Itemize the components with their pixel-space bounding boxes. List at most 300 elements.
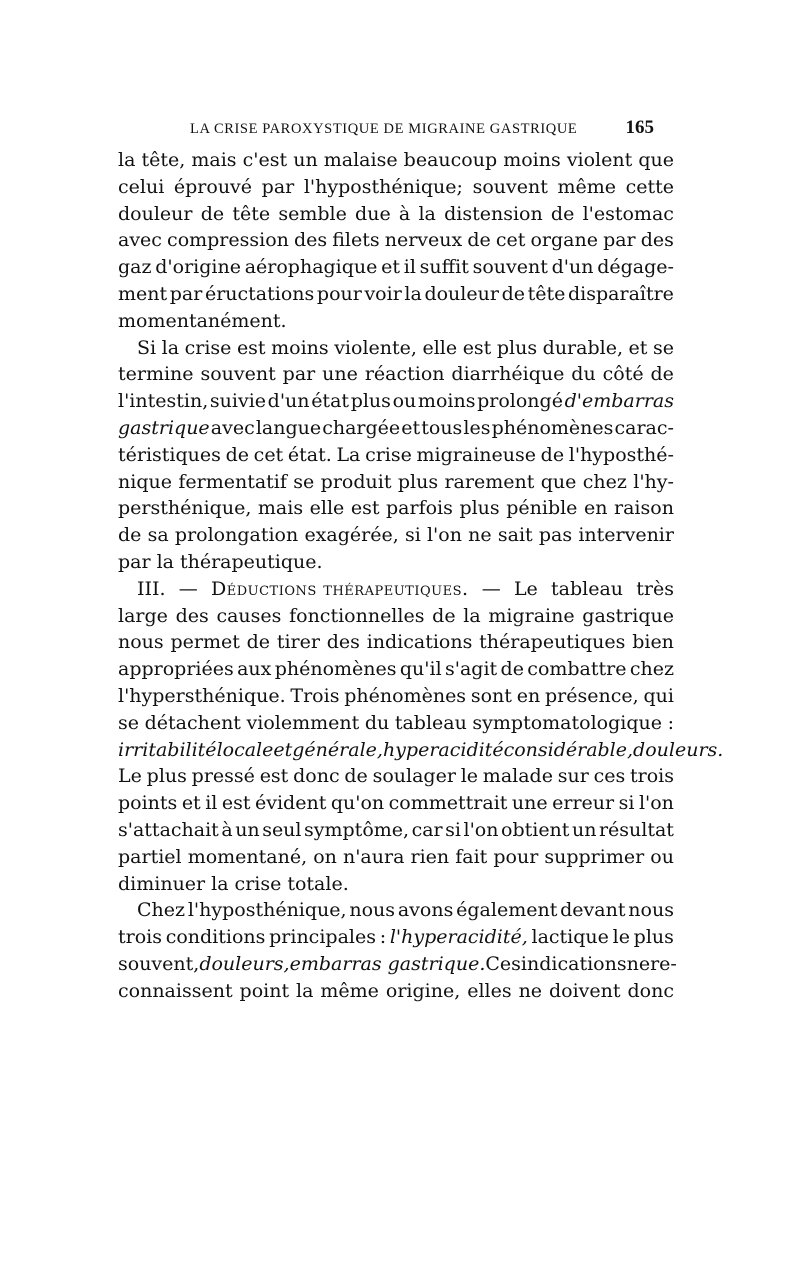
word: et <box>273 738 293 761</box>
word: la <box>463 604 481 627</box>
text-line <box>118 174 674 201</box>
word: fermentatif <box>178 470 287 493</box>
word: il <box>403 256 416 279</box>
word: ou <box>650 845 674 868</box>
word: lactique <box>531 926 609 949</box>
word: malaise <box>323 149 398 171</box>
word: moins <box>271 336 329 359</box>
word: est <box>462 336 492 359</box>
word: cet <box>495 229 526 252</box>
text-line <box>118 737 724 764</box>
text-line <box>118 522 674 549</box>
word: migraineuse <box>416 443 536 466</box>
word: d'origine <box>155 256 241 279</box>
word: due <box>355 202 391 225</box>
word: nerveux <box>384 229 463 252</box>
word: car <box>411 818 443 841</box>
word: du <box>364 711 390 734</box>
text-line <box>118 924 674 951</box>
word: rien <box>410 845 450 868</box>
word: l'hypersthénique. <box>118 684 286 707</box>
word: résultat <box>598 818 674 841</box>
word: à <box>398 202 411 225</box>
word: persthénique, <box>118 497 252 520</box>
word: III. <box>137 577 166 600</box>
word: nous <box>349 899 396 922</box>
word: évident <box>255 792 327 815</box>
word: le <box>460 765 479 788</box>
page-number: 165 <box>625 117 654 138</box>
word: — <box>481 577 501 600</box>
word: totale. <box>287 872 349 895</box>
word: présence, <box>545 684 639 707</box>
word: organe <box>530 229 598 252</box>
word: état <box>311 390 350 413</box>
text-line <box>118 227 674 254</box>
word: momentané, <box>187 845 308 868</box>
text-line <box>118 951 677 978</box>
word: que <box>540 470 577 493</box>
word: l'on <box>426 524 462 547</box>
word: partiel <box>118 845 182 868</box>
word: des <box>640 229 674 252</box>
word: plus <box>459 497 500 520</box>
word: phénomènes <box>491 416 614 439</box>
word: re- <box>650 952 677 975</box>
word: par <box>261 175 295 198</box>
text-line <box>118 495 674 522</box>
word: détachent <box>144 711 241 734</box>
word: réaction <box>364 363 445 386</box>
word: malade <box>482 765 553 788</box>
word: devant <box>560 899 626 922</box>
word: tête <box>527 282 566 305</box>
word: hyperacidité <box>382 738 504 761</box>
word: aux <box>237 658 272 681</box>
word: langue <box>255 416 322 439</box>
text-line <box>118 683 674 710</box>
word: chez <box>582 470 627 493</box>
word: de <box>225 443 249 466</box>
word: Le <box>118 765 142 788</box>
word: trois <box>118 926 162 949</box>
word: Si <box>137 336 157 359</box>
word: est <box>236 336 266 359</box>
word: distension <box>444 202 543 225</box>
running-title: LA CRISE PAROXYSTIQUE DE MIGRAINE GASTRIQUE <box>190 121 578 137</box>
word: indications <box>366 631 473 654</box>
word: elle <box>309 497 345 520</box>
word: trois <box>630 765 674 788</box>
word: l'estomac <box>582 202 674 225</box>
word: l'on <box>463 818 499 841</box>
word: éructations <box>204 282 315 305</box>
word: souvent, <box>118 952 200 975</box>
word: sa <box>147 524 169 547</box>
text-line <box>118 254 674 281</box>
word: suffit <box>419 256 469 279</box>
word: diminuer <box>118 872 206 895</box>
text-line <box>118 763 674 790</box>
word: plus <box>496 336 538 359</box>
word: appropriées <box>118 658 234 681</box>
word: des <box>326 631 360 654</box>
word: ne <box>626 952 651 975</box>
text-line <box>118 281 674 308</box>
word: raison <box>614 497 674 520</box>
word: si <box>404 524 421 547</box>
word: symptôme, <box>304 818 410 841</box>
word: douleur <box>424 282 499 305</box>
word: phénomènes <box>274 658 397 681</box>
word: qu'on <box>330 792 385 815</box>
word: celui <box>118 175 165 198</box>
word: prolongation <box>174 524 299 547</box>
word: crise <box>365 443 412 466</box>
word: un <box>293 149 318 171</box>
word: de <box>540 443 565 466</box>
word: mais <box>257 497 304 520</box>
word: l'intestin, <box>118 390 209 413</box>
word: par <box>282 363 316 386</box>
word: ment <box>118 282 168 305</box>
word: suivie <box>209 390 267 413</box>
word: violente, <box>334 336 417 359</box>
word: l'hyperacidité, <box>389 926 528 949</box>
word: la <box>156 550 174 573</box>
word: tableau <box>551 577 624 600</box>
word: douleurs, <box>199 952 290 975</box>
word: plus <box>350 390 391 413</box>
word: plus <box>633 926 674 949</box>
word: soulager <box>372 765 456 788</box>
word: nous <box>628 899 674 922</box>
word: par <box>603 229 636 252</box>
word: nous <box>118 631 164 654</box>
word: très <box>636 577 674 600</box>
word: pour <box>493 845 539 868</box>
word: si <box>618 792 635 815</box>
word: en <box>583 497 608 520</box>
word: du <box>571 363 596 386</box>
word: cet <box>253 443 284 466</box>
text-line <box>118 147 674 174</box>
word: gastrique <box>118 416 210 439</box>
word: est <box>350 497 380 520</box>
word: l'hyposthénique; <box>303 175 463 198</box>
text-line <box>118 361 674 388</box>
word: même <box>320 979 379 1002</box>
word: sont <box>470 684 512 707</box>
word: de <box>344 765 368 788</box>
text-line <box>118 817 674 844</box>
word: parfois <box>386 497 453 520</box>
word: fonctionnelles <box>289 604 425 627</box>
word: la <box>211 872 229 895</box>
word: tête, <box>141 149 186 171</box>
word: diarrhéique <box>451 363 565 386</box>
word: crise <box>184 336 232 359</box>
word: compression <box>167 229 289 252</box>
word: se <box>118 711 139 734</box>
word: un <box>571 818 597 841</box>
word: donc <box>293 765 340 788</box>
word: la <box>161 336 180 359</box>
word: prolongé <box>477 390 563 413</box>
word: aérophagique <box>244 256 378 279</box>
word: tête <box>232 202 271 225</box>
word: — <box>178 577 198 600</box>
word: donc <box>627 979 674 1002</box>
word: d'un <box>267 390 310 413</box>
word: et <box>181 792 201 815</box>
word: violemment <box>246 711 360 734</box>
word: d'un <box>551 256 594 279</box>
word: de <box>118 524 142 547</box>
word: de <box>467 229 491 252</box>
word: de <box>650 363 674 386</box>
text-line <box>118 871 674 898</box>
word: même <box>557 175 616 198</box>
word: tous <box>421 416 463 439</box>
word: d'embarras <box>564 390 674 413</box>
word: et <box>381 256 401 279</box>
word: origine, <box>385 979 461 1002</box>
text-line <box>118 388 674 415</box>
text-line <box>118 201 674 228</box>
word: tirer <box>276 631 320 654</box>
word: l'hy- <box>633 470 674 493</box>
word: combattre <box>527 658 627 681</box>
word: en <box>516 684 541 707</box>
word: doivent <box>549 979 621 1002</box>
word: l'hyposthénique, <box>187 899 347 922</box>
word: plus <box>146 765 187 788</box>
word: mais <box>191 149 237 171</box>
word: de <box>501 282 525 305</box>
word: souvent <box>472 175 548 198</box>
word: et <box>401 416 421 439</box>
text-line <box>118 710 674 737</box>
word: chargée <box>322 416 401 439</box>
word: l'on <box>638 792 674 815</box>
word: c'est <box>242 149 288 171</box>
word: indications <box>520 952 627 975</box>
text-line <box>118 308 674 335</box>
section-heading-line <box>118 576 674 603</box>
word: de <box>200 202 225 225</box>
word: ne <box>468 524 492 547</box>
word: un <box>235 818 260 841</box>
word: chez <box>629 658 674 681</box>
word: : <box>667 711 674 734</box>
word: symptomatologique <box>472 711 662 734</box>
text-line <box>118 442 674 469</box>
word: sait <box>497 524 533 547</box>
word: avec <box>118 229 162 252</box>
word: thérapeutique. <box>179 550 323 573</box>
text-line <box>118 415 674 442</box>
word: la <box>118 149 136 171</box>
word: cette <box>625 175 674 198</box>
paragraph-start <box>118 897 674 924</box>
word: permet <box>170 631 240 654</box>
word: dégage- <box>597 256 674 279</box>
word: la <box>404 282 422 305</box>
word: douleur <box>118 202 193 225</box>
word: il <box>205 792 218 815</box>
word: La <box>336 443 361 466</box>
word: : <box>379 926 387 949</box>
word: embarras gastrique. <box>289 952 486 975</box>
word: ou <box>392 390 417 413</box>
word: momentanément. <box>118 309 287 332</box>
word: par <box>169 282 203 305</box>
word: avec <box>210 416 255 439</box>
word: côté <box>602 363 644 386</box>
word: état. <box>287 443 332 466</box>
word: rarement <box>444 470 535 493</box>
word: et <box>628 336 648 359</box>
word: violent <box>566 149 633 171</box>
word: pressé <box>191 765 255 788</box>
word: point <box>239 979 290 1002</box>
text-line <box>118 790 674 817</box>
word: elles <box>467 979 512 1002</box>
word: durable, <box>542 336 623 359</box>
word: migraine <box>488 604 575 627</box>
word: carac- <box>614 416 674 439</box>
word: Ces <box>485 952 521 975</box>
word: connaissent <box>118 979 233 1002</box>
word: erreur <box>552 792 615 815</box>
word: se <box>652 336 674 359</box>
word: si <box>445 818 461 841</box>
word: supprimer <box>544 845 645 868</box>
word: crise <box>234 872 282 895</box>
word: principales <box>269 926 376 949</box>
word: le <box>612 926 630 949</box>
word: de <box>550 202 575 225</box>
word: des <box>175 604 209 627</box>
word: téristiques <box>118 443 221 466</box>
word: Trois <box>290 684 340 707</box>
word: de <box>500 658 524 681</box>
word: moins <box>503 149 561 171</box>
word: phénomènes <box>344 684 467 707</box>
word: locale <box>216 738 274 761</box>
word: que <box>638 149 674 171</box>
word: obtient <box>501 818 570 841</box>
text-line <box>118 656 674 683</box>
word: une <box>511 792 548 815</box>
word: exagérée, <box>304 524 399 547</box>
word: conditions <box>165 926 266 949</box>
word: points <box>118 792 178 815</box>
section-heading: Déductions thérapeutiques. <box>210 577 469 600</box>
word: de <box>432 604 456 627</box>
word: une <box>322 363 358 386</box>
word: les <box>463 416 491 439</box>
word: produit <box>320 470 392 493</box>
word: s'attachait <box>118 818 219 841</box>
text-line <box>118 549 674 576</box>
word: la <box>296 979 314 1002</box>
word: est <box>221 792 251 815</box>
word: on <box>313 845 337 868</box>
word: plus <box>397 470 439 493</box>
word: éprouvé <box>173 175 253 198</box>
word: disparaître <box>568 282 674 305</box>
word: la <box>418 202 436 225</box>
word: beaucoup <box>403 149 498 171</box>
word: elle <box>422 336 458 359</box>
word: bien <box>632 631 674 654</box>
word: intervenir <box>578 524 674 547</box>
word: s'agit <box>445 658 498 681</box>
word: également <box>456 899 558 922</box>
word: qu'il <box>399 658 442 681</box>
word: Le <box>513 577 538 600</box>
word: gaz <box>118 256 152 279</box>
word: seul <box>262 818 302 841</box>
text-line <box>118 603 674 630</box>
word: douleurs. <box>633 738 724 761</box>
word: gastrique <box>582 604 674 627</box>
word: nique <box>118 470 172 493</box>
text-line <box>118 629 674 656</box>
word: filets <box>332 229 380 252</box>
word: tableau <box>394 711 467 734</box>
word: termine <box>118 363 194 386</box>
word: l'hyposthé- <box>568 443 674 466</box>
word: pas <box>538 524 573 547</box>
word: fait <box>455 845 488 868</box>
word: à <box>221 818 233 841</box>
text-line <box>118 469 674 496</box>
word: souvent <box>200 363 276 386</box>
word: large <box>118 604 168 627</box>
word: causes <box>216 604 282 627</box>
body-text <box>118 147 724 1005</box>
word: voir <box>364 282 402 305</box>
text-line <box>118 978 674 1005</box>
text-line <box>118 844 674 871</box>
word: avons <box>397 899 454 922</box>
word: irritabilité <box>118 738 217 761</box>
word: par <box>118 550 151 573</box>
word: de <box>246 631 271 654</box>
word: semble <box>278 202 347 225</box>
word: pénible <box>506 497 578 520</box>
word: se <box>293 470 315 493</box>
word: est <box>259 765 289 788</box>
word: n'aura <box>342 845 405 868</box>
word: thérapeutiques <box>479 631 626 654</box>
word: souvent <box>472 256 548 279</box>
word: sur <box>557 765 589 788</box>
word: Chez <box>137 899 186 922</box>
word: considérable, <box>503 738 634 761</box>
word: moins <box>417 390 476 413</box>
word: qui <box>643 684 674 707</box>
word: ces <box>593 765 626 788</box>
word: des <box>293 229 328 252</box>
word: pour <box>316 282 362 305</box>
word: générale, <box>292 738 383 761</box>
paragraph-start <box>118 335 674 362</box>
word: ne <box>518 979 543 1002</box>
